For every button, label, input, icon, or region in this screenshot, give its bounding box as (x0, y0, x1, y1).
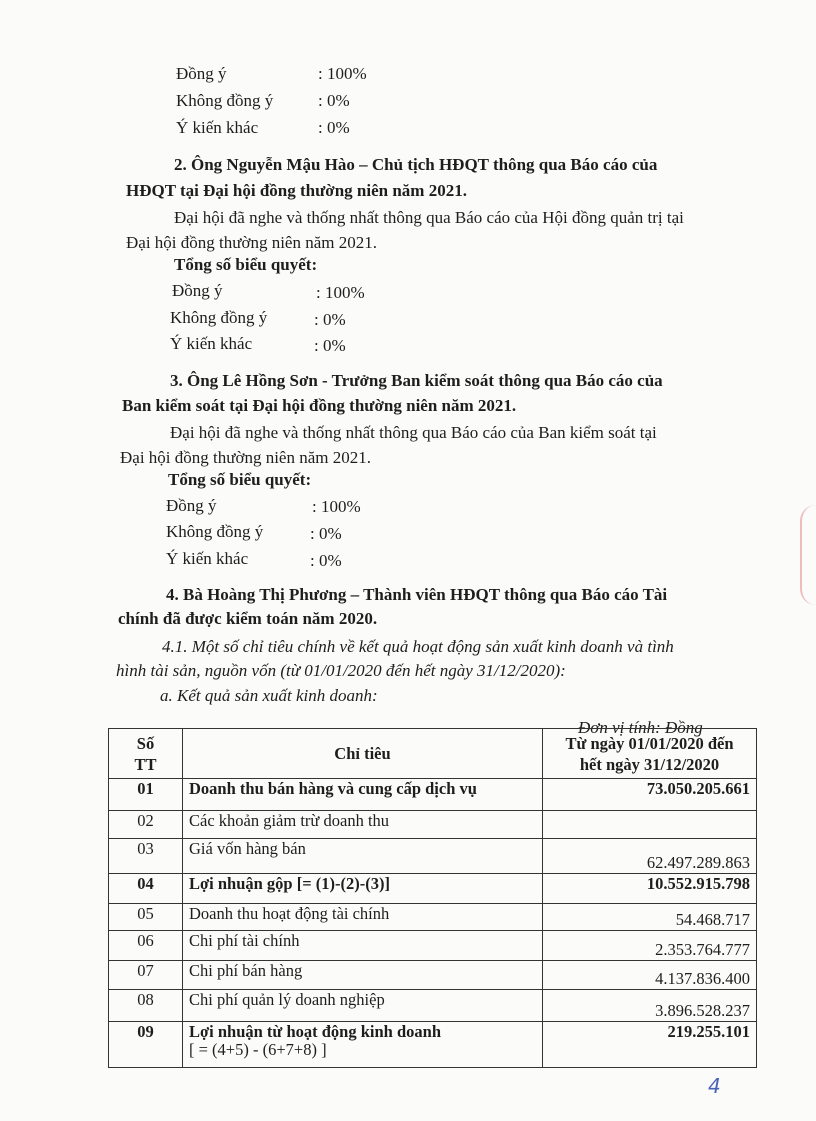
row-item: Chi phí bán hàng (183, 961, 543, 990)
row-no: 05 (109, 904, 183, 931)
section4-heading-line1: 4. Bà Hoàng Thị Phương – Thành viên HĐQT thông qua Báo cáo Tài (166, 585, 668, 604)
header-item: Chỉ tiêu (183, 729, 543, 779)
table-row (109, 961, 757, 990)
section2-vote-title: Tổng số biểu quyết: (174, 255, 318, 274)
header-no-line2: TT (134, 754, 157, 774)
vote-label: Ý kiến khác (166, 549, 249, 568)
vote-label: Ý kiến khác (176, 118, 259, 137)
row-no: 01 (109, 779, 183, 811)
vote-value: : 0% (318, 91, 350, 110)
section4-heading-line2: chính đã được kiểm toán năm 2020. (118, 609, 378, 628)
table-row (109, 990, 757, 1022)
section3-heading-line2: Ban kiểm soát tại Đại hội đồng thường niên năm 2021. (122, 396, 517, 415)
row-item-main: Lợi nhuận từ hoạt động kinh doanh (189, 1022, 441, 1041)
row-no: 06 (109, 931, 183, 961)
row-no: 04 (109, 874, 183, 904)
row-item: Giá vốn hàng bán (183, 839, 543, 874)
row-value: 3.896.528.237 (543, 990, 757, 1022)
row-value: 73.050.205.661 (543, 779, 757, 811)
row-no: 02 (109, 811, 183, 839)
row-value: 2.353.764.777 (543, 931, 757, 961)
table-header-row (109, 729, 757, 779)
vote-label: Không đồng ý (176, 91, 274, 110)
row-no: 07 (109, 961, 183, 990)
vote-value: : 100% (312, 497, 361, 516)
row-value: 10.552.915.798 (543, 874, 757, 904)
row-item-formula: [ = (4+5) - (6+7+8) ] (189, 1040, 327, 1059)
row-value: 62.497.289.863 (543, 839, 757, 874)
header-period-line2: hết ngày 31/12/2020 (579, 754, 720, 774)
vote-value: : 0% (314, 336, 346, 355)
table-row (109, 839, 757, 874)
section3-body-line2: Đại hội đồng thường niên năm 2021. (120, 448, 371, 467)
vote-value: : 100% (316, 283, 365, 302)
row-value: 54.468.717 (543, 904, 757, 931)
vote-label: Đồng ý (166, 496, 217, 515)
header-no-line1: Số (136, 733, 155, 753)
row-item (183, 1022, 543, 1068)
section4-sub1-line1: 4.1. Một số chỉ tiêu chính về kết quả hoạt động sản xuất kinh doanh và tình (162, 637, 674, 656)
header-no (109, 729, 183, 779)
section2-heading-line2: HĐQT tại Đại hội đồng thường niên năm 2021. (126, 181, 467, 200)
section2-body-line1: Đại hội đã nghe và thống nhất thông qua Báo cáo của Hội đồng quản trị tại (174, 208, 684, 227)
header-period (543, 729, 757, 779)
vote-value: : 100% (318, 64, 367, 83)
vote-value: : 0% (310, 551, 342, 570)
row-value: 219.255.101 (543, 1022, 757, 1068)
row-no: 08 (109, 990, 183, 1022)
vote-label: Ý kiến khác (170, 334, 253, 353)
table-row (109, 779, 757, 811)
section4-sub1-line2: hình tài sản, nguồn vốn (từ 01/01/2020 đến hết ngày 31/12/2020): (116, 661, 566, 680)
row-item: Chi phí tài chính (183, 931, 543, 961)
stamp-mark (800, 505, 816, 605)
row-item: Doanh thu hoạt động tài chính (183, 904, 543, 931)
vote-value: : 0% (318, 118, 350, 137)
business-results-table (108, 728, 757, 1068)
row-no: 03 (109, 839, 183, 874)
page-number: 4 (708, 1074, 721, 1098)
row-value (543, 811, 757, 839)
section2-heading-line1: 2. Ông Nguyễn Mậu Hào – Chủ tịch HĐQT thông qua Báo cáo của (174, 155, 658, 174)
header-period-line1: Từ ngày 01/01/2020 đến (565, 733, 734, 753)
section4-sub-a: a. Kết quả sản xuất kinh doanh: (160, 686, 378, 705)
row-item: Lợi nhuận gộp [= (1)-(2)-(3)] (183, 874, 543, 904)
vote-value: : 0% (310, 524, 342, 543)
vote-label: Không đồng ý (166, 522, 264, 541)
table-row (109, 904, 757, 931)
vote-label: Đồng ý (176, 64, 227, 83)
vote-label: Không đồng ý (170, 308, 268, 327)
section2-body-line2: Đại hội đồng thường niên năm 2021. (126, 233, 377, 252)
row-item: Doanh thu bán hàng và cung cấp dịch vụ (183, 779, 543, 811)
row-item: Chi phí quản lý doanh nghiệp (183, 990, 543, 1022)
vote-label: Đồng ý (172, 281, 223, 300)
table-row (109, 874, 757, 904)
table-row (109, 811, 757, 839)
table-row (109, 1022, 757, 1068)
section3-body-line1: Đại hội đã nghe và thống nhất thông qua Báo cáo của Ban kiểm soát tại (170, 423, 657, 442)
unit-label: Đơn vị tính: Đồng (578, 718, 703, 737)
vote-value: : 0% (314, 310, 346, 329)
row-no: 09 (109, 1022, 183, 1068)
section3-heading-line1: 3. Ông Lê Hồng Sơn - Trưởng Ban kiểm soát thông qua Báo cáo của (170, 371, 663, 390)
section3-vote-title: Tổng số biểu quyết: (168, 470, 312, 489)
table-row (109, 931, 757, 961)
row-value: 4.137.836.400 (543, 961, 757, 990)
row-item: Các khoản giảm trừ doanh thu (183, 811, 543, 839)
